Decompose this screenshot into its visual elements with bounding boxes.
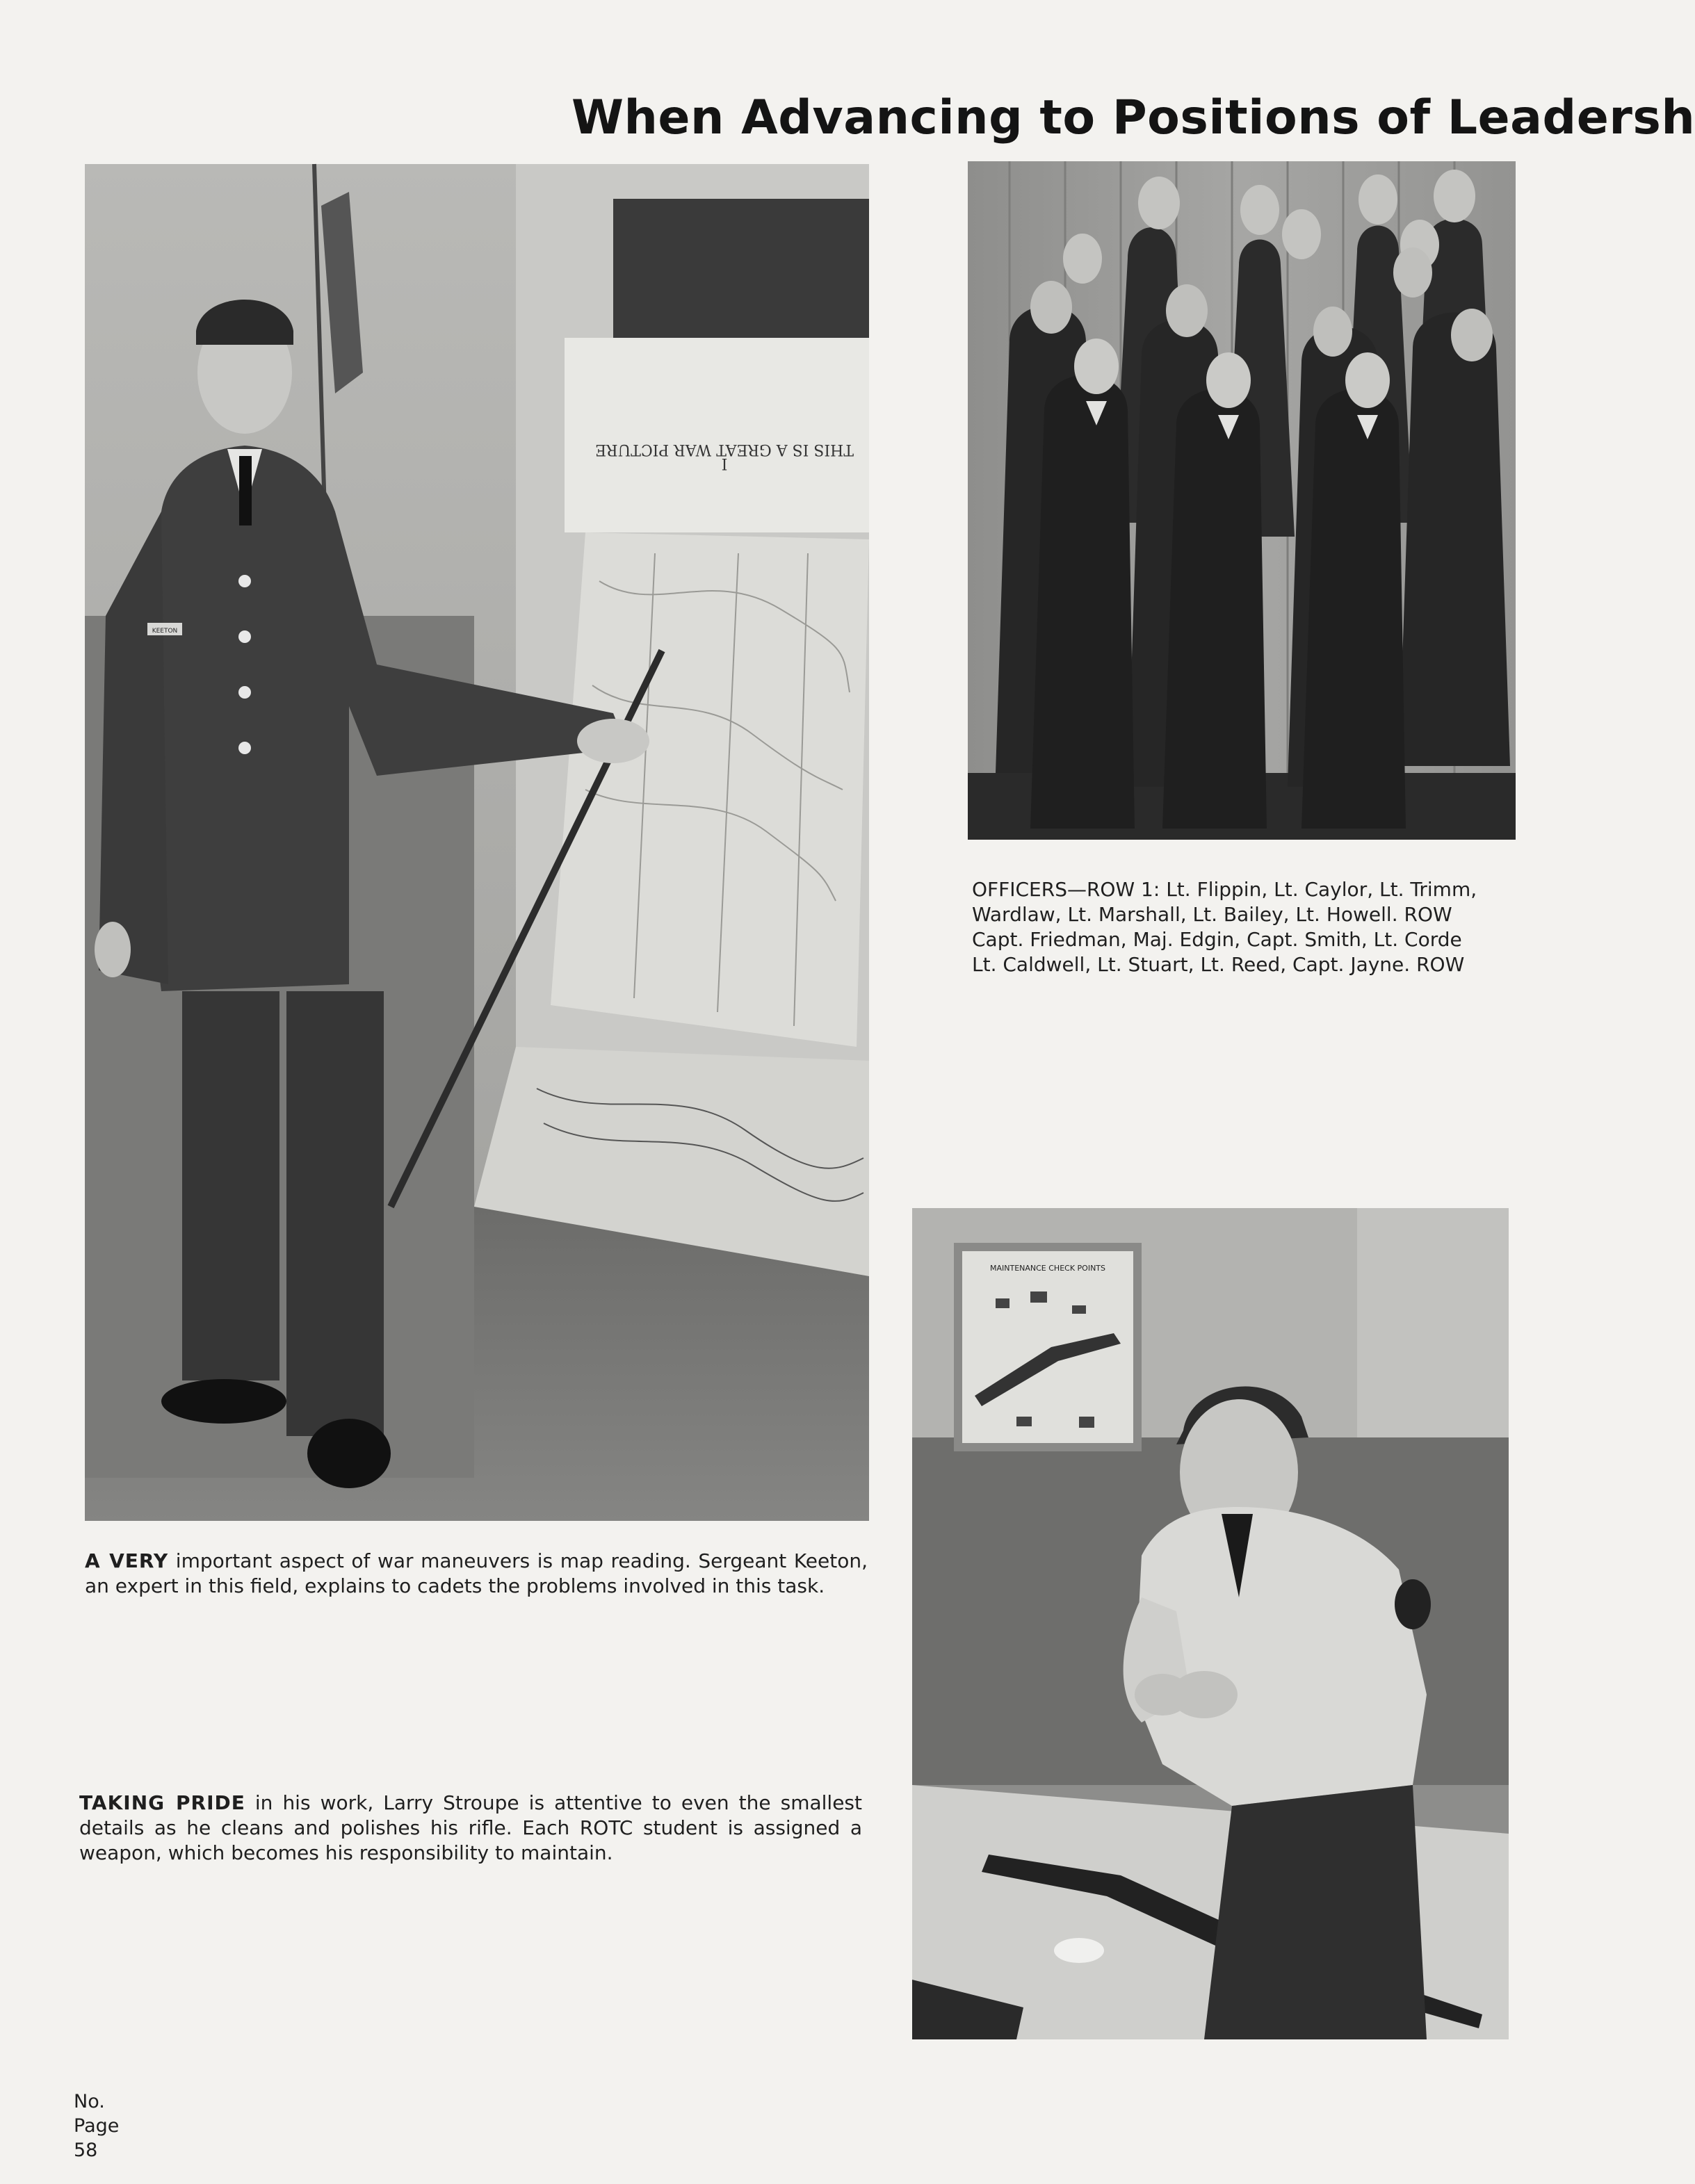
officers-caption-line: Wardlaw, Lt. Marshall, Lt. Bailey, Lt. Howell. ROW bbox=[972, 903, 1452, 926]
keeton-caption-lead: A VERY bbox=[85, 1549, 169, 1572]
page-number-block bbox=[74, 2089, 119, 2162]
stroupe-caption-text: in his work, Larry Stroupe is attentive to even the smallest details as he cleans and polishes his rifle. Each ROTC student is assigned a weapon, which becomes his responsibility to maintain. bbox=[79, 1791, 862, 1864]
stroupe-caption-lead: TAKING PRIDE bbox=[79, 1791, 245, 1814]
photo-sergeant-keeton bbox=[85, 164, 869, 1521]
page-number-label: No. bbox=[74, 2091, 105, 2112]
officers-photo-illustration bbox=[968, 161, 1516, 840]
page-headline: When Advancing to Positions of Leadersh bbox=[571, 90, 1695, 145]
keeton-caption bbox=[85, 1549, 868, 1599]
keeton-caption-text: important aspect of war maneuvers is map reading. Sergeant Keeton, an expert in this field, explains to cadets the problems involved in this task. bbox=[85, 1549, 868, 1597]
poster-number: I bbox=[721, 455, 728, 472]
officers-caption bbox=[972, 877, 1513, 977]
name-tag: KEETON bbox=[152, 628, 178, 635]
stroupe-caption bbox=[79, 1791, 862, 1866]
officers-caption-line: OFFICERS—ROW 1: Lt. Flippin, Lt. Caylor, Lt. Trimm, bbox=[972, 878, 1477, 901]
poster-title: THIS IS A GREAT WAR PICTURE bbox=[595, 441, 854, 458]
stroupe-photo-illustration bbox=[912, 1208, 1509, 2039]
photo-larry-stroupe bbox=[912, 1208, 1509, 2039]
photo-officers-group bbox=[968, 161, 1516, 840]
poster-title: MAINTENANCE CHECK POINTS bbox=[989, 1264, 1106, 1273]
keeton-photo-illustration bbox=[85, 164, 869, 1521]
officers-caption-line: Lt. Caldwell, Lt. Stuart, Lt. Reed, Capt. Jayne. ROW bbox=[972, 953, 1465, 976]
page-number: 58 bbox=[74, 2140, 98, 2161]
officers-caption-line: Capt. Friedman, Maj. Edgin, Capt. Smith, Lt. Corde bbox=[972, 928, 1462, 951]
page-number-label: Page bbox=[74, 2115, 120, 2137]
